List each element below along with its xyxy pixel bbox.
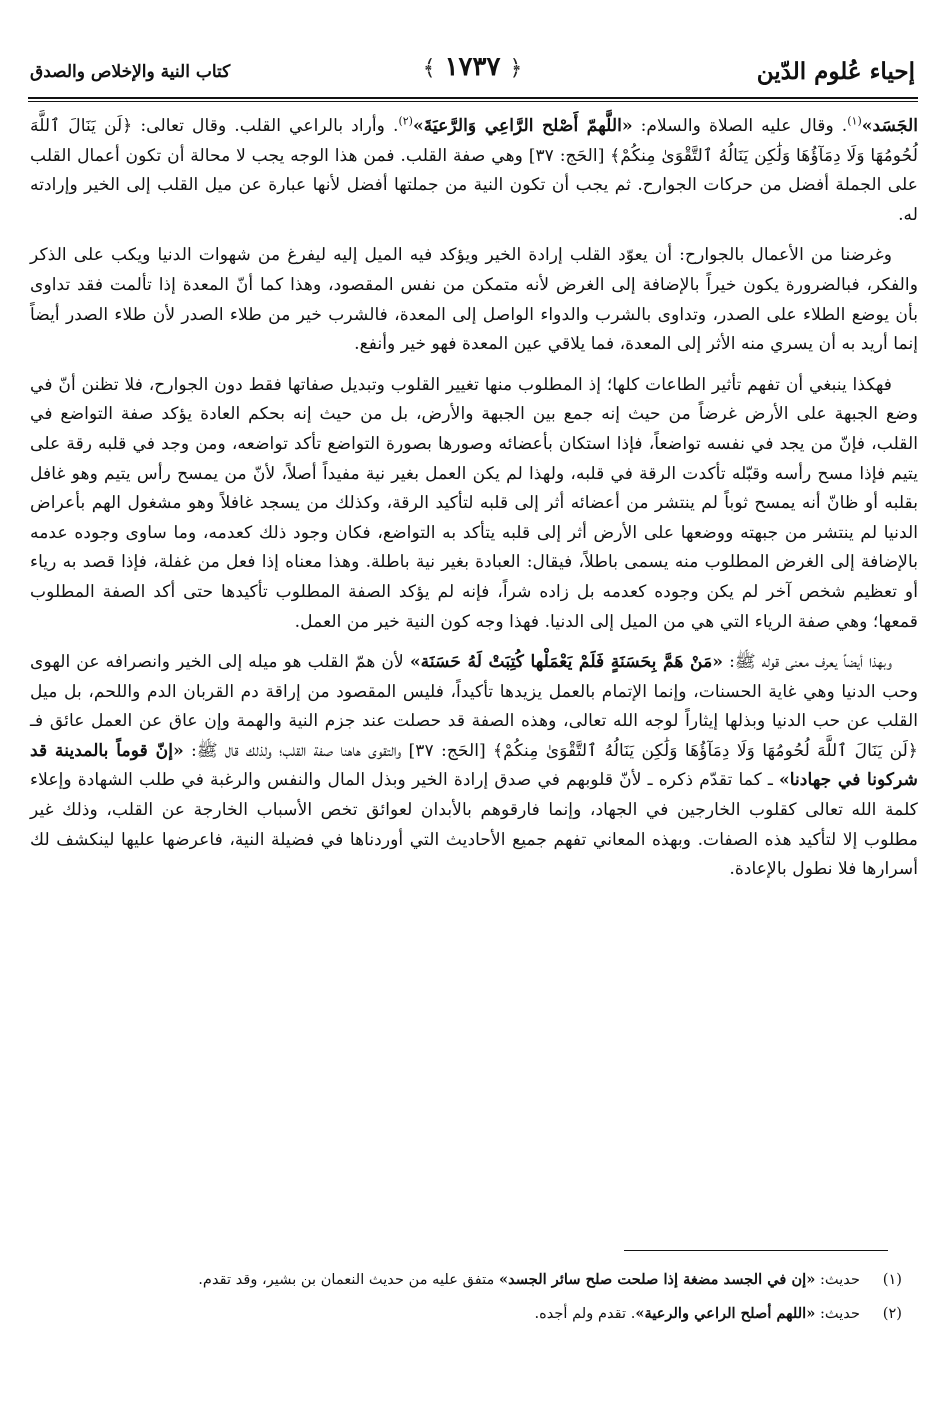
- footnote-separator: [624, 1250, 888, 1251]
- running-header: [30, 50, 915, 94]
- book-title: إحياء عُلوم الدّين: [756, 58, 915, 85]
- footnotes: [40, 1268, 902, 1336]
- footnote-quote: «اللهم أصلح الراعي والرعية»: [635, 1305, 816, 1322]
- footnote-number: (١): [882, 1271, 902, 1288]
- paragraph-1-text-a: . وقال عليه الصلاة والسلام:: [632, 116, 848, 136]
- footnote-prefix: حديث:: [815, 1305, 860, 1322]
- paragraph-2: وغرضنا من الأعمال بالجوارح: أن يعوّد القلب إرادة الخير ويؤكد فيه الميل إليه ليفرغ من شهوات الدنيا ويكب على الذكر والفكر، فبالضرورة يكون خيراً بالإضافة إلى الغرض لأنه متمكن من نفس المقصود، وهذا كما أنّ المعدة إذا تألمت فقد تداوى بأن يوضع الطلاء على الصدر، وتداوى بالشرب والدواء الواصل إلى المعدة، فالشرب خير من طلاء الصدر لأن طلاء الصدر أيضاً إنما أريد به أن يسري منه الأثر إلى المعدة، فما يلاقي عين المعدة فهو خير وأنفع.: [30, 245, 918, 355]
- footnote-number: (٢): [882, 1305, 902, 1322]
- footnote-rest: . تقدم ولم أجده.: [534, 1305, 636, 1322]
- paragraph-4: [30, 648, 918, 885]
- page-number: ١٧٣٧: [444, 52, 501, 82]
- paragraph-4-text-c: ـ كما تقدّم ذكره ـ لأنّ قلوبهم في صدق إرادة الخير وبذل المال والنفس والرغبة في طلب الشهادة وإعلاء كلمة الله تعالى كقلوب الخارجين في الجهاد، وإنما فارقوهم بالأبدان لعوائق تخص الأسباب الخارجة عن القلب، وذلك غير مطلوب إلا لتأكيد هذه الصفات. وبهذه المعاني تفهم جميع الأحاديث التي أوردناها في فضيلة النية، فاعرضها عليها لينكشف لك أسرارها فلا نطول بالإعادة.: [30, 770, 918, 880]
- paragraph-1-text-b: . وأراد بالراعي القلب. وقال تعالى: ﴿لَن يَنَالَ ٱللَّهَ لُحُومُهَا وَلَا دِمَآؤُهَا وَلَٰكِن يَنَالُهُ ٱلتَّقْوَىٰ مِنكُمْ﴾ [الحَج: ٣٧] وهي صفة القلب. فمن هذا الوجه يجب لا محالة أن تكون أعمال القلب على الجملة أفضل من حركات الجوارح. ثم يجب أن تكون النية من جملتها أفضل لأنها عبارة عن ميل القلب إلى الخير وإرادته له.: [30, 116, 918, 225]
- paragraph-1: [30, 112, 918, 230]
- footnote-rest: متفق عليه من حديث النعمان بن بشير، وقد تقدم.: [198, 1271, 499, 1288]
- main-text: [30, 112, 918, 896]
- footnote-quote: «إن في الجسد مضغة إذا صلحت صلح سائر الجسد»: [499, 1271, 816, 1288]
- footnote: [40, 1302, 902, 1326]
- page-number-block: [423, 52, 523, 82]
- paragraph-3: فهكذا ينبغي أن تفهم تأثير الطاعات كلها؛ إذ المطلوب منها تغيير القلوب وتبديل صفاتها فقط دون الجوارح، فلا تظنن أنّ في وضع الجبهة على الأرض غرضاً من حيث إنه جمع بين الجبهة والأرض، بل من حيث إنه بحكم العادة يؤكد صفة التواضع في القلب، فإنّ من يجد في نفسه تواضعاً، فإذا استكان بأعضائه وصورها بصورة التواضع تأكد تواضعه، ومن وجد في قلبه رقة على يتيم فإذا مسح رأسه وقبّله تأكدت الرقة في قلبه، ولهذا لم يكن العمل بغير نية مفيداً أصلاً، لأنّ من يمسح رأس يتيم وهو غافل بقلبه أو ظانّ أنه يمسح ثوباً لم ينتشر من أعضائه أثر إلى قلبه لتأكيد الرقة، وكذلك من يسجد غافلاً وهو مشغول الهم بأعراض الدنيا لم ينتشر من جبهته ووضعها على الأرض أثر إلى قلبه يتأكد به التواضع، فكان وجود ذلك كعدمه، وما ساوى وجوده عدمه بالإضافة إلى الغرض المطلوب منه يسمى باطلاً، فيقال: العبادة بغير نية باطلة. وهذا معناه إذا فعل من غفلة، فإذا قصد به رياء أو تعظيم شخص آخر لم يكن وجوده كعدمه بل زاده شراً، فإنه لم يؤكد الصفة المطلوب تأكيدها حتى أكد الصفة المطلوب قمعها؛ وهي صفة الرياء التي هي من الميل إلى الدنيا. فهذا وجه كون النية خير من العمل.: [30, 374, 918, 632]
- ornament-left: ﴾: [422, 56, 436, 81]
- footnote: [40, 1268, 902, 1292]
- header-rule-thin: [28, 101, 918, 102]
- ornament-right: ﴿: [509, 56, 523, 81]
- footnote-text: [40, 1268, 860, 1292]
- hadith-quote: «مَنْ هَمَّ بِحَسَنَةٍ فَلَمْ يَعْمَلْها كُتِبَتْ لَهُ حَسَنَة»: [409, 652, 724, 673]
- footnote-ref-1[interactable]: (١): [847, 114, 862, 128]
- hadith-quote: «إنّ قوماً بالمدينة قد شركونا في جهادنا»: [30, 740, 918, 791]
- footnote-prefix: حديث:: [815, 1271, 860, 1288]
- hadith-quote: «اللَّهمّ أَصْلح الرَّاعِي وَالرَّعيَةَ»: [412, 116, 633, 136]
- paragraph-4-text-b: لأن همّ القلب هو ميله إلى الخير وانصرافه عن الهوى وحب الدنيا وهي غاية الحسنات، وإنما الإتمام بالعمل يزيدها تأكيداً، فليس المقصود من إراقة دم القربان الدم واللحم، بل ميل القلب عن حب الدنيا وبذلها إيثاراً لوجه الله تعالى، وهذه الصفة قد حصلت عند جزم النية والهمة وإن عاق عن العمل عائق فـ ﴿لَن يَنَالَ ٱللَّهَ لُحُومُهَا وَلَا دِمَآؤُهَا وَلَٰكِن يَنَالُهُ ٱلتَّقْوَىٰ مِنكُمْ﴾ [الحَج: ٣٧] والتقوى هاهنا صفة القلب؛ ولذلك قال ﷺ:: [30, 652, 918, 761]
- lead-word: الجَسَد»: [861, 116, 918, 136]
- header-rule: [28, 97, 918, 99]
- footnote-text: [40, 1302, 860, 1326]
- section-title: كتاب النية والإخلاص والصدق: [30, 62, 231, 82]
- footnote-ref-2[interactable]: (٢): [398, 114, 413, 128]
- paragraph-4-text-a: وبهذا أيضاً يعرف معنى قوله ﷺ:: [723, 652, 893, 673]
